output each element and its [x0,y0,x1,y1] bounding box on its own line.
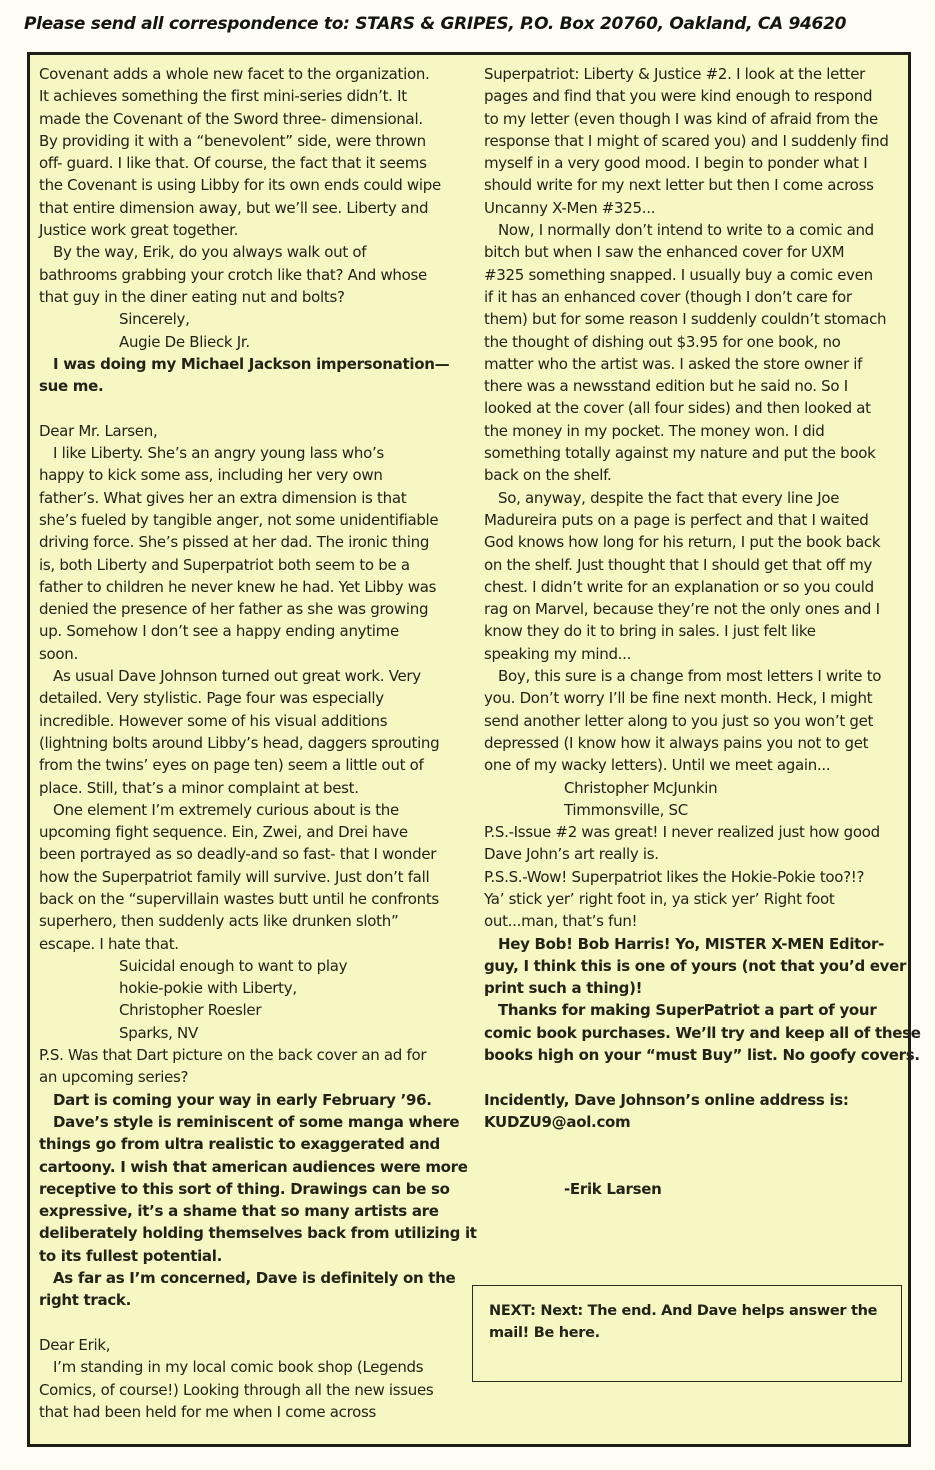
text-line: that had been held for me when I come across [39,1402,377,1421]
text-line: P.S. Was that Dart picture on the back cover an ad for [39,1046,427,1065]
text-line: expressive, it’s a shame that so many artists are [39,1202,439,1221]
text-line: back on the shelf. [484,466,612,485]
text-line: Madureira puts on a page is perfect and that I waited [484,510,869,529]
text-line: Dear Erik, [39,1335,111,1354]
paragraph-spacer [39,397,469,419]
text-line: escape. I hate that. [39,934,179,953]
text-line: off- guard. I like that. Of course, the fact that it seems [39,154,427,173]
next-issue-line: NEXT: Next: The end. And Dave helps answer the [489,1303,878,1319]
text-line: cartoony. I wish that american audiences were more [39,1157,468,1176]
text-line: Now, I normally don’t intend to write to a comic and [498,221,874,240]
text-line: know they do it to bring in sales. I just felt like [484,622,816,641]
text-line: guy, I think this is one of yours (not that you’d ever [484,956,907,975]
text-line: response that I might of scared you) and I suddenly find [484,131,889,150]
text-line: detailed. Very stylistic. Page four was especially [39,689,384,708]
text-line: to my letter (even though I was kind of afraid from the [484,109,878,128]
text-line: bitch but when I saw the enhanced cover for UXM [484,243,845,262]
text-line: something totally against my nature and put the book [484,444,876,463]
text-line: soon. [39,644,78,663]
text-line: to its fullest potential. [39,1246,222,1265]
text-line: By the way, Erik, do you always walk out of [53,243,367,262]
text-line: been portrayed as so deadly-and so fast- that I wonder [39,845,437,864]
text-line: them) but for some reason I suddenly couldn’t stomach [484,310,887,329]
text-line: #325 something snapped. I usually buy a comic even [484,265,873,284]
text-line: if it has an enhanced cover (though I don’t care for [484,287,852,306]
text-line: you. Don’t worry I’ll be fine next month. Heck, I might [484,689,873,708]
text-line: hokie-pokie with Liberty, [119,979,297,998]
text-line: I’m standing in my local comic book shop (Legends [53,1358,424,1377]
text-line: speaking my mind... [484,644,632,663]
text-line: Justice work great together. [39,221,239,240]
text-line: KUDZU9@aol.com [484,1112,631,1131]
next-issue-text [489,1300,889,1344]
text-line: Comics, of course!) Looking through all the new issues [39,1380,434,1399]
text-line: Dave’s style is reminiscent of some manga where [53,1112,460,1131]
text-line: Superpatriot: Liberty & Justice #2. I look at the letter [484,65,866,83]
text-line: By providing it with a “benevolent” side, were thrown [39,131,426,150]
text-line: Dave John’s art really is. [484,845,659,864]
text-line: the Covenant is using Libby for its own ends could wipe [39,176,441,195]
text-line: things go from ultra realistic to exaggerated and [39,1135,440,1154]
text-line: Incidently, Dave Johnson’s online address is: [484,1090,849,1109]
left-column [39,63,477,1423]
text-line: happy to kick some ass, including her very own [39,466,383,485]
text-line: back on the “supervillain wastes butt until he confronts [39,889,439,908]
text-line: that entire dimension away, but we’ll see. Liberty and [39,198,429,217]
text-line: there was a newsstand edition but he said no. So I [484,377,848,396]
paragraph-spacer [39,1312,469,1334]
text-line: Dear Mr. Larsen, [39,421,158,440]
text-line: up. Somehow I don’t see a happy ending anytime [39,622,399,641]
text-line: pages and find that you were kind enough to respond [484,87,873,106]
text-line: One element I’m extremely curious about is the [53,800,399,819]
paragraph-spacer [484,1066,904,1088]
text-line: should write for my next letter but then I come across [484,176,874,195]
text-line: one of my wacky letters). Until we meet again... [484,756,831,775]
text-line: As usual Dave Johnson turned out great work. Very [53,667,421,686]
text-line: P.S.-Issue #2 was great! I never realized just how good [484,823,880,842]
text-line: on the shelf. Just thought that I should get that off my [484,555,873,574]
text-line: Augie De Blieck Jr. [119,332,250,351]
text-line: receptive to this sort of thing. Drawings can be so [39,1179,450,1198]
text-line: father to children he never knew he had. Yet Libby was [39,577,437,596]
text-line: right track. [39,1291,132,1310]
text-line: send another letter along to you just so you won’t get [484,711,874,730]
text-line: denied the presence of her father as she was growing [39,600,429,619]
text-line: Sincerely, [119,310,190,329]
text-line: bathrooms grabbing your crotch like that? And whose [39,265,427,284]
text-line: Thanks for making SuperPatriot a part of your [498,1001,877,1020]
text-line: Hey Bob! Bob Harris! Yo, MISTER X-MEN Editor- [498,934,885,953]
text-line: Boy, this sure is a change from most letters I write to [498,667,882,686]
text-line: the thought of dishing out $3.95 for one book, no [484,332,841,351]
text-line: the money in my pocket. The money won. I did [484,421,825,440]
text-line: print such a thing)! [484,979,643,998]
text-line: books high on your “must Buy” list. No goofy covers. [484,1046,920,1065]
text-line: deliberately holding themselves back from utilizing it [39,1224,477,1243]
text-line: P.S.S.-Wow! Superpatriot likes the Hokie-Pokie too?!? [484,867,865,886]
text-line: Christopher Roesler [119,1001,262,1020]
text-line: Sparks, NV [119,1023,198,1042]
text-line: So, anyway, despite the fact that every line Joe [498,488,840,507]
correspondence-header: Please send all correspondence to: STARS & GRIPES, P.O. Box 20760, Oakland, CA 94620 [24,14,847,34]
text-line: I was doing my Michael Jackson impersonation— [53,354,450,373]
text-line: It achieves something the first mini-series didn’t. It [39,87,407,106]
text-line: incredible. However some of his visual additions [39,711,388,730]
text-line: she’s fueled by tangible anger, not some unidentifiable [39,510,439,529]
text-line: Covenant adds a whole new facet to the organization. [39,65,430,83]
text-line: myself in a very good mood. I begin to ponder what I [484,154,868,173]
text-line: how the Superpatriot family will survive. Just don’t fall [39,867,430,886]
text-line: made the Covenant of the Sword three- dimensional. [39,109,423,128]
text-line: rag on Marvel, because they’re not the only ones and I [484,600,880,619]
text-line: that guy in the diner eating nut and bolts? [39,287,345,306]
text-line: Ya’ stick yer’ right foot in, ya stick yer’ Right foot [484,889,835,908]
text-line: Dart is coming your way in early February ’96. [53,1090,432,1109]
paragraph-spacer [484,1133,904,1155]
text-line: sue me. [39,377,104,396]
text-line: is, both Liberty and Superpatriot both seem to be a [39,555,410,574]
text-line: (lightning bolts around Libby’s head, daggers sprouting [39,733,440,752]
text-line: comic book purchases. We’ll try and keep all of these [484,1023,921,1042]
paragraph-spacer [484,1156,904,1178]
text-line: father’s. What gives her an extra dimension is that [39,488,407,507]
text-line: I like Liberty. She’s an angry young lass who’s [53,444,384,463]
text-line: -Erik Larsen [564,1179,662,1198]
text-line: Suicidal enough to want to play [119,956,348,975]
text-line: driving force. She’s pissed at her dad. The ironic thing [39,533,430,552]
text-line: Uncanny X-Men #325... [484,198,656,217]
text-line: Christopher McJunkin [564,778,718,797]
text-line: looked at the cover (all four sides) and then looked at [484,399,871,418]
text-line: upcoming fight sequence. Ein, Zwei, and Drei have [39,823,408,842]
text-line: from the twins’ eyes on page ten) seem a little out of [39,756,424,775]
right-column [484,63,921,1200]
text-line: out...man, that’s fun! [484,912,638,931]
next-issue-line: mail! Be here. [489,1325,600,1341]
text-line: place. Still, that’s a minor complaint at best. [39,778,359,797]
text-line: an upcoming series? [39,1068,189,1087]
text-line: matter who the artist was. I asked the store owner if [484,354,863,373]
text-line: As far as I’m concerned, Dave is definitely on the [53,1269,456,1288]
text-line: Timmonsville, SC [564,800,688,819]
text-line: superhero, then suddenly acts like drunken sloth” [39,912,399,931]
text-line: chest. I didn’t write for an explanation or so you could [484,577,874,596]
text-line: depressed (I know how it always pains you not to get [484,733,869,752]
text-line: God knows how long for his return, I put the book back [484,533,881,552]
